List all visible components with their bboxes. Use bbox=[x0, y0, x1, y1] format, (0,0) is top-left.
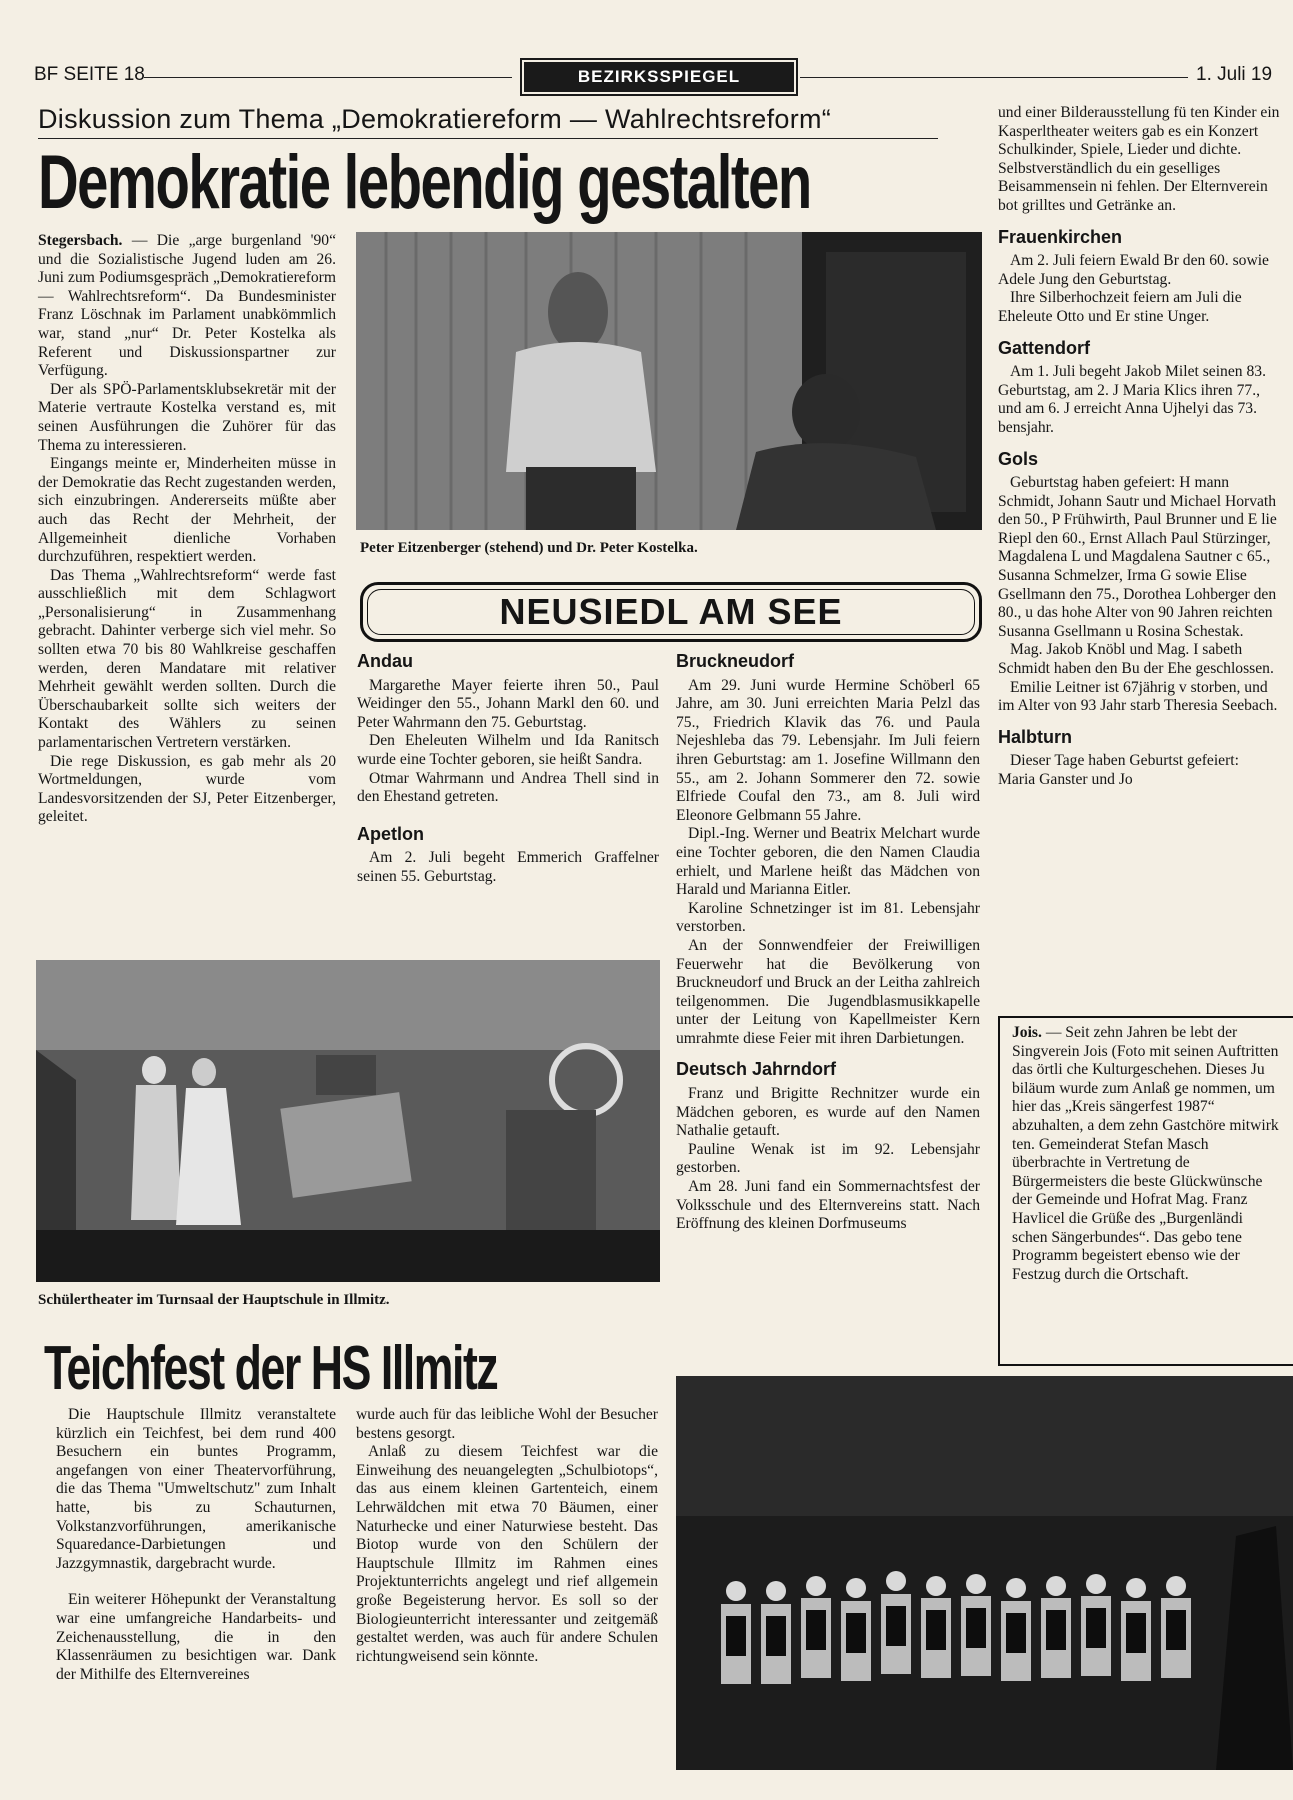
paragraph: Der als SPÖ-Parlamentsklubsekretär mit der Materie vertraute Kostelka verstand es, mit seinen Ausführungen die Zuhörer für das Thema zu interessieren. bbox=[38, 380, 336, 454]
town-heading: Halbturn bbox=[998, 726, 1072, 747]
paragraph: Am 28. Juni fand ein Sommernachtsfest der Volksschule und des Elternvereins statt. Nach Eröffnung des kleinen Dorfmuseums bbox=[676, 1178, 980, 1233]
kicker-rule bbox=[38, 138, 938, 139]
article-body bbox=[38, 232, 336, 827]
paragraph: Am 2. Juli begeht Emmerich Graffelner seinen 55. Geburtstag. bbox=[357, 849, 659, 885]
photo-choir bbox=[676, 1376, 1293, 1770]
section-title-badge: BEZIRKSSPIEGEL bbox=[524, 62, 794, 92]
paragraph: An der Sonnwendfeier der Freiwilligen Feuerwehr hat die Bevölkerung von Bruckneudorf und Bruck an der Leitha zahlreich teilgenommen. Die Jugendblasmusikkapelle unter der Leitung von Kapellmeister Kern umrahmte diese Feier mit ihren Darbietungen. bbox=[676, 936, 980, 1047]
header-rule-left bbox=[144, 77, 512, 78]
paragraph: Die Hauptschule Illmitz veranstaltete kürzlich ein Teichfest, bei dem rund 400 Besuchern ein buntes Programm, angefangen von einer Theatervorführung, die das Thema "Umweltschutz" zum Inhalt hatte, bis zu Schauturnen, Volkstanzvorführungen, amerikanische Squaredance-Darbietungen und Jazzgymnastik, dargebracht wurde. bbox=[56, 1406, 336, 1572]
jois-text bbox=[1012, 1024, 1282, 1364]
photo-choir-image bbox=[676, 1376, 1293, 1770]
photo-school-theatre-image bbox=[36, 960, 660, 1282]
paragraph: Ein weiterer Höhepunkt der Veranstaltung war eine umfangreiche Handarbeits- und Zeichenausstellung, die in den Klassenräumen zu besichtigen war. Dank der Mithilfe des Elternvereines bbox=[56, 1591, 336, 1683]
paragraph: Karoline Schnetzinger ist im 81. Lebensjahr verstorben. bbox=[676, 899, 980, 936]
paragraph: und einer Bilderausstellung fü ten Kinder ein Kasperltheater weiters gab es ein Konzert Schulkinder, Spiele, Lieder und dichte. Selbstverständlich du ein geselliges Beisammensein ni fehlen. Der Elternverein bot grilltes und Getränke an. bbox=[998, 104, 1280, 214]
paragraph: Anlaß zu diesem Teichfest war die Einweihung des neuangelegten „Schulbiotops“, das aus einem kleinen Gartenteich, einem Lehrwäldchen mit etwa 70 Bäumen, einer Naturhecke und einer Naturwiese besteht. Das Biotop wurde von den Schülern der Hauptschule Illmitz im Rahmen eines Projektunterrichts angelegt und rief allgemein große Begeisterung hervor. Es soll so der Biologieunterricht interessanter und zeitgemäß gestaltet werden, was auch für andere Schulen richtungweisend sein könnte. bbox=[356, 1443, 658, 1665]
photo-discussion-image bbox=[356, 232, 982, 530]
paragraph: Die rege Diskussion, es gab mehr als 20 Wortmeldungen, wurde vom Landesvorsitzenden der SJ, Peter Eitzenberger, geleitet. bbox=[38, 752, 336, 826]
header-rule-right bbox=[800, 77, 1188, 78]
paragraph: Ihre Silberhochzeit feiern am Juli die Eheleute Otto und Er stine Unger. bbox=[998, 289, 1242, 325]
town-heading: Frauenkirchen bbox=[998, 226, 1123, 247]
paragraph: — Die „arge burgenland '90“ und die Sozialistische Jugend luden am 26. Juni zum Podiumsgespräch „Demokratiereform — Wahlrechtsreform“. Da Bundesminister Franz Löschnak im Parlament unabkömmlich war, stand „nur“ Dr. Peter Kostelka als Referent und Diskussionspartner zur Verfügung. bbox=[38, 232, 336, 380]
paragraph: Margarethe Mayer feierte ihren 50., Paul Weidinger den 55., Johann Markl den 60. und Peter Wahrmann den 75. Geburtstag. bbox=[357, 676, 659, 731]
towns-column-mid bbox=[357, 652, 659, 887]
photo-caption: Peter Eitzenberger (stehend) und Dr. Peter Kostelka. bbox=[360, 540, 698, 556]
paragraph: Otmar Wahrmann und Andrea Thell sind in den Ehestand getreten. bbox=[357, 769, 659, 806]
town-heading: Bruckneudorf bbox=[676, 651, 795, 671]
article2-col-right bbox=[356, 1406, 658, 1666]
photo-caption: Schülertheater im Turnsaal der Hauptschule in Illmitz. bbox=[38, 1292, 390, 1308]
paragraph: wurde auch für das leibliche Wohl der Besucher bestens gesorgt. bbox=[356, 1406, 658, 1442]
paragraph: Dieser Tage haben Geburtst gefeiert: Maria Ganster und Jo bbox=[998, 752, 1239, 788]
photo-discussion bbox=[356, 232, 982, 530]
towns-column-right bbox=[676, 652, 980, 1234]
paragraph: Den Eheleuten Wilhelm und Ida Ranitsch wurde eine Tochter geboren, sie heißt Sandra. bbox=[357, 732, 659, 768]
paragraph: Am 29. Juni wurde Hermine Schöberl 65 Jahre, am 30. Juni erreichten Maria Pelzl das 75., Friedrich Klavik das 76. und Paula Nejeshleba das 79. Lebensjahr. Im Juli feiern ihren Geburtstag: am 1. Josefine Willmann den 55., am 2. Johann Sommerer den 72. sowie Elfriede Coufal den 73., am 8. Juli wird Eleonore Gelbmann 55 Jahre. bbox=[676, 676, 980, 824]
article2-col-left bbox=[56, 1406, 336, 1684]
town-heading: Andau bbox=[357, 651, 413, 671]
towns-column-far-right bbox=[998, 104, 1280, 984]
article-headline: Demokratie lebendig gestalten bbox=[38, 140, 811, 225]
paragraph: Das Thema „Wahlrechtsreform“ werde fast ausschließlich mit dem Schlagwort „Personalisierung“ in Zusammenhang gebracht. Dahinter verberge sich viel mehr. So sollten etwa 70 bis 80 Wahlkreise geschaffen werden, deren Mandatare mit relativer Mehrheit gewählt werden sollten. Durch die Überschaubarkeit sollte sich weiters der Kontakt des Wählers zu seinen parlamentarischen Vertretern verstärken. bbox=[38, 566, 336, 752]
article-kicker: Diskussion zum Thema „Demokratiereform — Wahlrechtsreform“ bbox=[38, 104, 832, 134]
town-heading: Deutsch Jahrndorf bbox=[676, 1059, 837, 1080]
photo-school-theatre bbox=[36, 960, 660, 1282]
page-number: BF SEITE 18 bbox=[34, 64, 145, 85]
dateline: Stegersbach. bbox=[38, 232, 123, 249]
paragraph: Am 1. Juli begeht Jakob Milet seinen 83. Geburtstag, am 2. J Maria Klics ihren 77., und am 6. J erreicht Anna Ujhelyi das 73. bensjahr. bbox=[998, 363, 1266, 436]
article-headline: Teichfest der HS Illmitz bbox=[44, 1334, 498, 1403]
dateline: Jois. bbox=[1012, 1024, 1042, 1041]
paragraph: Eingangs meinte er, Minderheiten müsse in der Demokratie das Recht zugestanden werden, sich einzubringen. Andererseits müßte aber auch das Recht der Mehrheit, der Allgemeinheit dienliche Vorhaben durchzuführen, respektiert werden. bbox=[38, 455, 336, 566]
town-heading: Apetlon bbox=[357, 823, 424, 844]
issue-date: 1. Juli 19 bbox=[1196, 64, 1273, 85]
paragraph: Franz und Brigitte Rechnitzer wurde ein Mädchen geboren, es wurde auf den Namen Nathalie getauft. bbox=[676, 1085, 980, 1140]
paragraph: Mag. Jakob Knöbl und Mag. I sabeth Schmidt haben den Bu der Ehe geschlossen. bbox=[998, 641, 1274, 678]
section-banner bbox=[360, 582, 982, 642]
paragraph: Emilie Leitner ist 67jährig v storben, und im Alter von 93 Jahr starb Theresia Seebach. bbox=[998, 678, 1278, 715]
paragraph: Am 2. Juli feiern Ewald Br den 60. sowie Adele Jung den Geburtstag. bbox=[998, 252, 1269, 288]
town-heading: Gols bbox=[998, 448, 1039, 469]
paragraph: Dipl.-Ing. Werner und Beatrix Melchart wurde eine Tochter geboren, die den Namen Claudia erhielt, und Marlene heißt das Mädchen von Harald und Marianna Eitler. bbox=[676, 825, 980, 899]
paragraph: — Seit zehn Jahren be lebt der Singverein Jois (Foto mit seinen Auftritten das örtli che Kulturgeschehen. Dieses Ju biläum wurde zum Anlaß ge nommen, um hier das „Kreis sängerfest 1987“ abzuhalten, a dem zehn Gastchöre mitwirk ten. Gemeinderat Stefan Masch überbrachte in Vertretung de Bürgermeisters die beste Glückwünsche der Gemeinde und Hofrat Mag. Franz Havlicel die Grüße des „Burgenländi schen Sängerbundes“. Das gebo tene Programm begeistert ebenso wie der Festzug durch die Ortschaft. bbox=[1012, 1024, 1279, 1283]
paragraph: Pauline Wenak ist im 92. Lebensjahr gestorben. bbox=[676, 1140, 980, 1177]
paragraph: Geburtstag haben gefeiert: H mann Schmidt, Johann Sautr und Michael Horvath den 50., P Frühwirth, Paul Brunner und E lie Riepl den 60., Ernst Allach Paul Stürzinger, Magdalena L und Magdalena Sautner c 65., Susanna Schmelzer, Irma G sowie Elise Gsellmann den 75., Dorothea Lohberger den 80., u das hohe Alter von 90 Jahren reichten Susanna Gsellmann u Rosina Schestak. bbox=[998, 474, 1277, 640]
town-heading: Gattendorf bbox=[998, 337, 1090, 358]
section-banner-text: NEUSIEDL AM SEE bbox=[499, 591, 843, 632]
